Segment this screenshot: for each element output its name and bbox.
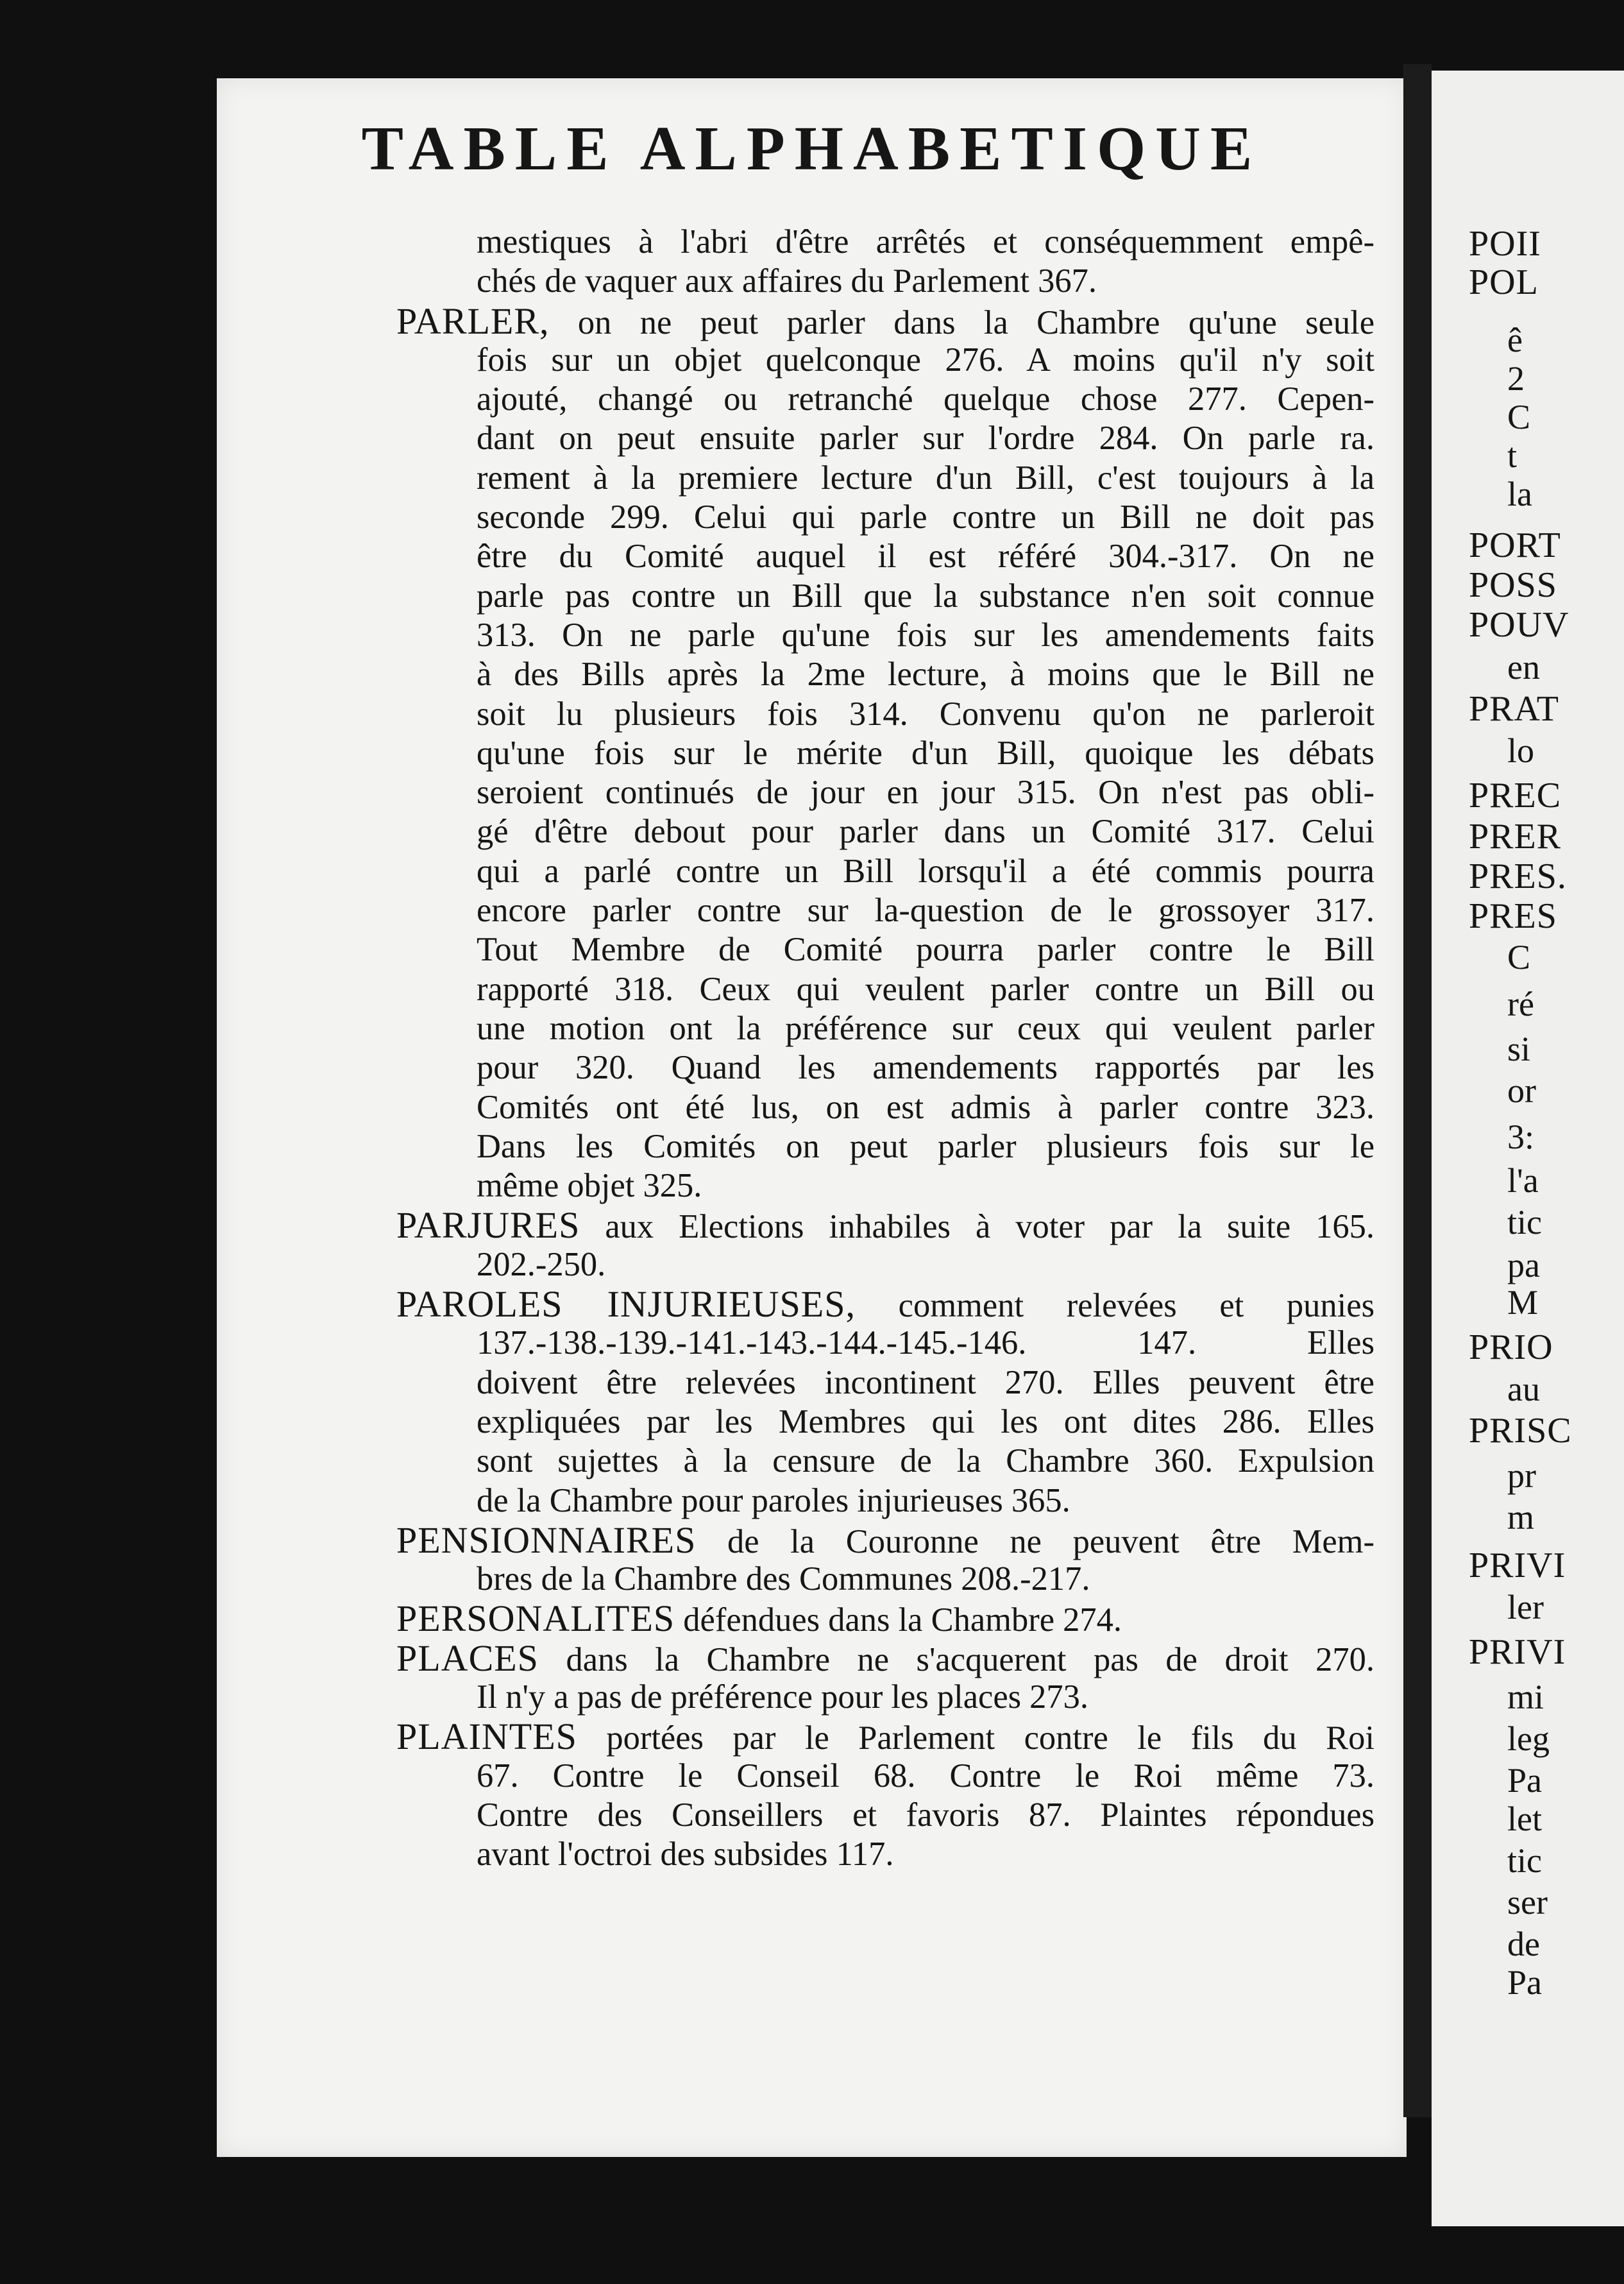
entry-text: sont sujettes à la censure de la Chambre 360. Expulsion bbox=[477, 1442, 1374, 1480]
entry-text: rement à la premiere lecture d'un Bill, c'est toujours à la bbox=[477, 459, 1374, 497]
entry-text: portées par le Parlement contre le fils du Roi bbox=[577, 1719, 1374, 1757]
entry-headword: PARLER, bbox=[396, 300, 550, 342]
entry-text: 137.-138.-139.-141.-143.-144.-145.-146. 147. Elles bbox=[477, 1324, 1374, 1362]
entry-continuation-line bbox=[217, 1757, 1374, 1796]
entry-text: avant l'octroi des subsides 117. bbox=[477, 1836, 894, 1873]
entry-text: fois sur un objet quelconque 276. A moins qu'il n'y soit bbox=[477, 341, 1374, 379]
facing-headword-fragment: POII bbox=[1469, 224, 1541, 264]
facing-headword-fragment: PRES. bbox=[1469, 856, 1567, 896]
entry-headword: PAROLES INJURIEUSES, bbox=[396, 1283, 856, 1325]
facing-text-fragment: en bbox=[1507, 648, 1540, 686]
entry-text: soit lu plusieurs fois 314. Convenu qu'on ne parleroit bbox=[477, 695, 1374, 733]
entry-first-line bbox=[217, 1521, 1374, 1560]
facing-text-fragment: pr bbox=[1507, 1456, 1536, 1495]
entry-text: Dans les Comités on peut parler plusieurs fois sur le bbox=[477, 1127, 1374, 1165]
entry-continuation-line bbox=[217, 616, 1374, 655]
facing-text-fragment: lo bbox=[1507, 731, 1535, 770]
entry-text: ajouté, changé ou retranché quelque chose 277. Cepen- bbox=[477, 380, 1374, 418]
facing-text-fragment: or bbox=[1507, 1071, 1536, 1110]
facing-text-fragment: tic bbox=[1507, 1841, 1542, 1880]
facing-headword-fragment: PRISC bbox=[1469, 1411, 1572, 1451]
entry-text: seroient continués de jour en jour 315. On n'est pas obli- bbox=[477, 774, 1374, 812]
facing-text-fragment: 2 bbox=[1507, 359, 1525, 398]
entry-text: Tout Membre de Comité pourra parler contre le Bill bbox=[477, 931, 1374, 969]
entry-continuation-line bbox=[217, 1678, 1407, 1717]
entry-headword: PERSONALITES bbox=[396, 1598, 675, 1640]
facing-text-fragment: leg bbox=[1507, 1719, 1550, 1758]
entry-text: Il n'y a pas de préférence pour les places 273. bbox=[477, 1678, 1089, 1716]
facing-page bbox=[1432, 71, 1624, 2226]
facing-text-fragment: ler bbox=[1507, 1588, 1544, 1626]
facing-text-fragment: Pa bbox=[1507, 1963, 1542, 2002]
entry-continuation-line bbox=[217, 262, 1407, 301]
facing-text-fragment: si bbox=[1507, 1030, 1531, 1068]
entry-text: comment relevées et punies bbox=[855, 1287, 1374, 1325]
entry-text: dans la Chambre ne s'acquerent pas de droit 270. bbox=[538, 1641, 1374, 1678]
entry-continuation-line bbox=[217, 1324, 1374, 1363]
entry-headword: PLAINTES bbox=[396, 1716, 577, 1758]
entry-headword: PENSIONNAIRES bbox=[396, 1519, 697, 1561]
entry-text: une motion ont la préférence sur ceux qui veulent parler bbox=[477, 1009, 1374, 1047]
entry-continuation-line bbox=[217, 773, 1374, 812]
entry-continuation-line bbox=[217, 1245, 1407, 1284]
facing-headword-fragment: PRIO bbox=[1469, 1327, 1553, 1367]
entry-continuation-line bbox=[217, 1088, 1374, 1127]
facing-headword-fragment: PRIVI bbox=[1469, 1632, 1566, 1672]
entry-text: aux Elections inhabiles à voter par la suite 165. bbox=[580, 1208, 1374, 1246]
left-page bbox=[217, 78, 1407, 2157]
page-title: TABLE ALPHABETIQUE bbox=[361, 114, 1262, 183]
entry-continuation-line bbox=[217, 695, 1374, 734]
facing-text-fragment: t bbox=[1507, 436, 1518, 475]
facing-headword-fragment: POUV bbox=[1469, 605, 1569, 645]
facing-headword-fragment: PORT bbox=[1469, 525, 1561, 565]
entry-first-line bbox=[217, 1639, 1374, 1678]
facing-text-fragment: l'a bbox=[1507, 1161, 1539, 1200]
facing-headword-fragment: PRAT bbox=[1469, 689, 1559, 729]
entry-continuation-line bbox=[217, 459, 1374, 498]
entry-text: bres de la Chambre des Communes 208.-217. bbox=[477, 1560, 1090, 1598]
facing-text-fragment: au bbox=[1507, 1370, 1540, 1408]
entry-first-line bbox=[217, 1717, 1374, 1756]
facing-text-fragment: M bbox=[1507, 1283, 1539, 1322]
facing-text-fragment: C bbox=[1507, 398, 1531, 436]
facing-text-fragment: de bbox=[1507, 1925, 1540, 1963]
entry-text: doivent être relevées incontinent 270. Elles peuvent être bbox=[477, 1363, 1374, 1401]
facing-text-fragment: la bbox=[1507, 475, 1532, 513]
entry-text: être du Comité auquel il est référé 304.-317. On ne bbox=[477, 538, 1374, 575]
entry-continuation-line bbox=[217, 970, 1374, 1009]
facing-headword-fragment: POSS bbox=[1469, 565, 1557, 605]
index-entries bbox=[217, 223, 1407, 1874]
entry-text: de la Couronne ne peuvent être Mem- bbox=[696, 1522, 1374, 1560]
entry-first-line bbox=[217, 1284, 1374, 1324]
entry-continuation-line bbox=[217, 419, 1374, 458]
entry-continuation-line bbox=[217, 812, 1374, 851]
entry-text: à des Bills après la 2me lecture, à moins que le Bill ne bbox=[477, 656, 1374, 694]
facing-headword-fragment: POL bbox=[1469, 262, 1539, 302]
entry-text: défendues dans la Chambre 274. bbox=[675, 1601, 1122, 1639]
entry-continuation-line bbox=[217, 380, 1374, 419]
entry-headword: PARJURES bbox=[396, 1204, 580, 1247]
entry-continuation-line bbox=[217, 498, 1374, 537]
entry-text: on ne peut parler dans la Chambre qu'une seule bbox=[549, 303, 1374, 341]
entry-continuation-line bbox=[217, 1796, 1374, 1835]
entry-continuation-line bbox=[217, 341, 1374, 380]
entry-continuation-line bbox=[217, 1127, 1374, 1166]
entry-text: Comités ont été lus, on est admis à parler contre 323. bbox=[477, 1088, 1374, 1126]
facing-text-fragment: ré bbox=[1507, 985, 1534, 1023]
entry-continuation-line bbox=[217, 734, 1374, 773]
book-gutter bbox=[1403, 64, 1432, 2117]
facing-headword-fragment: PRIVI bbox=[1469, 1546, 1566, 1585]
entry-continuation-line bbox=[217, 1009, 1374, 1048]
entry-continuation-line bbox=[217, 1442, 1374, 1481]
entry-text: même objet 325. bbox=[477, 1167, 702, 1205]
entry-text: 67. Contre le Conseil 68. Contre le Roi même 73. bbox=[477, 1757, 1374, 1794]
entry-continuation-line bbox=[217, 1560, 1407, 1599]
entry-continuation-line bbox=[217, 1363, 1374, 1402]
entry-continuation-line bbox=[217, 223, 1374, 262]
entry-continuation-line bbox=[217, 1835, 1407, 1874]
entry-text: gé d'être debout pour parler dans un Comité 317. Celui bbox=[477, 813, 1374, 851]
entry-text: encore parler contre sur la-question de le grossoyer 317. bbox=[477, 892, 1374, 930]
facing-text-fragment: mi bbox=[1507, 1678, 1544, 1716]
entry-headword: PLACES bbox=[396, 1637, 539, 1679]
facing-text-fragment: let bbox=[1507, 1800, 1542, 1838]
facing-text-fragment: Pa bbox=[1507, 1761, 1542, 1800]
entry-text: dant on peut ensuite parler sur l'ordre 284. On parle ra. bbox=[477, 420, 1374, 457]
facing-text-fragment: C bbox=[1507, 938, 1531, 976]
entry-continuation-line bbox=[217, 1402, 1374, 1442]
facing-headword-fragment: PRER bbox=[1469, 817, 1562, 856]
entry-continuation-line bbox=[217, 930, 1374, 969]
facing-text-fragment: m bbox=[1507, 1498, 1535, 1537]
entry-text: de la Chambre pour paroles injurieuses 365. bbox=[477, 1481, 1070, 1519]
facing-text-fragment: 3: bbox=[1507, 1118, 1535, 1156]
entry-continuation-line bbox=[217, 537, 1374, 576]
entry-first-line bbox=[217, 302, 1374, 341]
entry-continuation-line bbox=[217, 577, 1374, 616]
entry-text: rapporté 318. Ceux qui veulent parler contre un Bill ou bbox=[477, 970, 1374, 1008]
entry-continuation-line bbox=[217, 1481, 1407, 1521]
entry-text: mestiques à l'abri d'être arrêtés et conséquemment empê- bbox=[477, 223, 1374, 260]
entry-text: expliquées par les Membres qui les ont dites 286. Elles bbox=[477, 1402, 1374, 1440]
entry-continuation-line bbox=[217, 891, 1374, 930]
entry-first-line bbox=[217, 1206, 1374, 1245]
entry-text: qui a parlé contre un Bill lorsqu'il a été commis pourra bbox=[477, 852, 1374, 890]
entry-continuation-line bbox=[217, 852, 1374, 891]
entry-text: 313. On ne parle qu'une fois sur les amendements faits bbox=[477, 616, 1374, 654]
facing-text-fragment: tic bbox=[1507, 1203, 1542, 1241]
facing-headword-fragment: PREC bbox=[1469, 776, 1562, 815]
facing-text-fragment: ser bbox=[1507, 1883, 1548, 1922]
entry-continuation-line bbox=[217, 1166, 1407, 1206]
entry-text: pour 320. Quand les amendements rapportés par les bbox=[477, 1049, 1374, 1087]
entry-text: 202.-250. bbox=[477, 1245, 606, 1283]
facing-text-fragment: pa bbox=[1507, 1246, 1540, 1284]
entry-text: chés de vaquer aux affaires du Parlement 367. bbox=[477, 262, 1097, 300]
entry-text: parle pas contre un Bill que la substance n'en soit connue bbox=[477, 577, 1374, 615]
entry-continuation-line bbox=[217, 1048, 1374, 1087]
entry-first-line bbox=[217, 1599, 1407, 1638]
facing-text-fragment: ê bbox=[1507, 321, 1523, 359]
entry-continuation-line bbox=[217, 655, 1374, 694]
entry-text: qu'une fois sur le mérite d'un Bill, quoique les débats bbox=[477, 734, 1374, 772]
entry-text: Contre des Conseillers et favoris 87. Plaintes répondues bbox=[477, 1796, 1374, 1834]
entry-text: seconde 299. Celui qui parle contre un Bill ne doit pas bbox=[477, 499, 1374, 536]
facing-headword-fragment: PRES bbox=[1469, 896, 1557, 936]
